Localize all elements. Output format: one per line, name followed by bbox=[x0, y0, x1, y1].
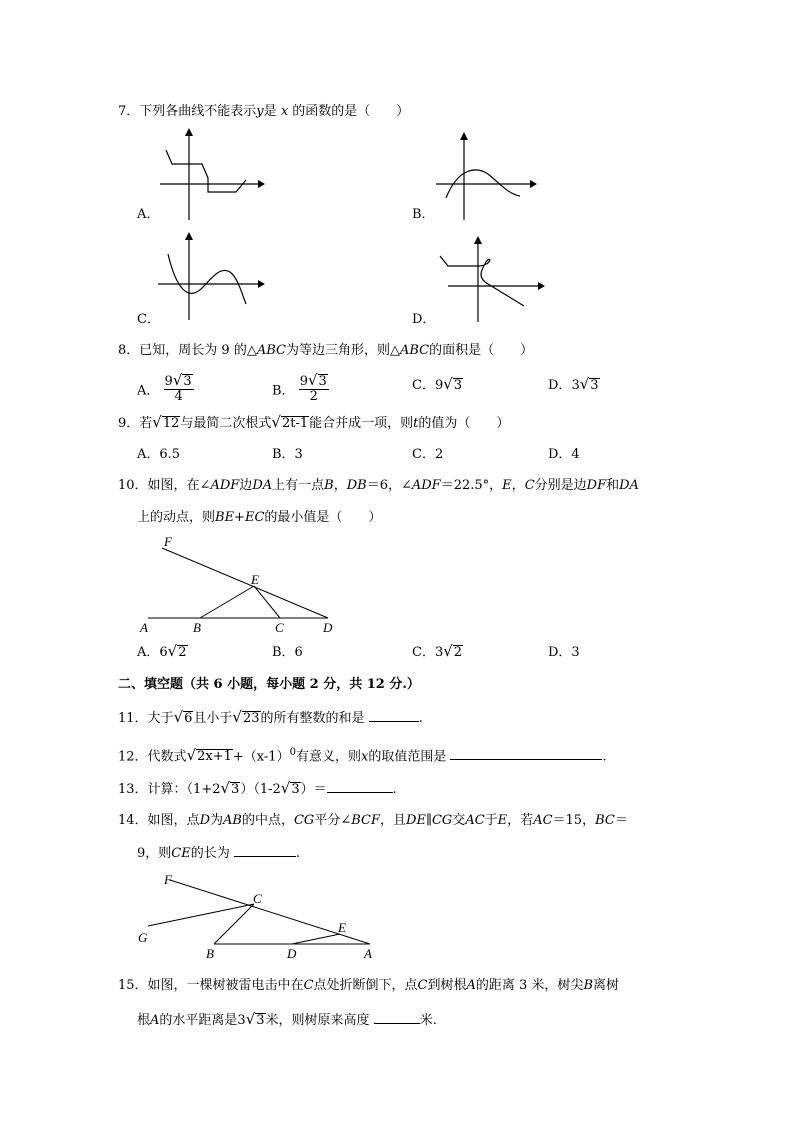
q10-label-d: D bbox=[323, 620, 333, 635]
q9-option-a: A．6.5 bbox=[137, 447, 181, 462]
q11-answer-blank[interactable] bbox=[369, 709, 419, 722]
q14-figure bbox=[132, 866, 382, 964]
q14-label-d: D bbox=[287, 946, 297, 961]
q7-graph-d bbox=[434, 236, 552, 328]
q9-stem: 9．若√12与最简二次根式√2t-1能合并成一项，则t的值为（ ） bbox=[118, 413, 510, 431]
q9-option-b: B．3 bbox=[272, 447, 303, 462]
q13-answer-blank[interactable] bbox=[327, 780, 393, 793]
q9-option-d: D．4 bbox=[548, 447, 580, 462]
q10-option-b: B．6 bbox=[272, 645, 303, 660]
q14-label-f: F bbox=[164, 872, 172, 887]
q8-option-b: B． $\frac{9√3}{2}$ bbox=[272, 371, 327, 404]
q14-label-g: G bbox=[138, 930, 148, 945]
q15-stem-line2: 根A的水平距离是3√3米，则树原来高度 米. bbox=[137, 1010, 437, 1028]
q11-stem: 11．大于√6且小于√23的所有整数的和是 . bbox=[118, 708, 423, 726]
q10-label-c: C bbox=[275, 620, 284, 635]
q10-figure bbox=[130, 530, 350, 640]
q9-option-c: C．2 bbox=[412, 447, 444, 462]
q12-stem: 12．代数式$√2x+1+(x-1)^0$有意义，则x的取值范围是 . bbox=[118, 746, 607, 765]
q7-option-d: D． bbox=[412, 312, 436, 327]
q14-answer-blank[interactable] bbox=[234, 844, 296, 857]
q14-stem-line1: 14．如图，点D为AB的中点，CG平分∠BCF，且DE∥CG交AC于E，若AC＝15，BC＝ bbox=[118, 813, 628, 828]
q7-stem: 7．下列各曲线不能表示y是 x 的函数的是（ ） bbox=[118, 104, 410, 119]
q7-graph-c bbox=[150, 232, 270, 324]
q7-graph-b bbox=[432, 132, 542, 224]
q7-graph-a bbox=[150, 128, 270, 224]
q14-label-a: A bbox=[364, 946, 372, 961]
q10-option-d: D．3 bbox=[548, 645, 580, 660]
section-2-heading: 二、填空题（共 6 小题，每小题 2 分，共 12 分.） bbox=[118, 677, 420, 692]
q10-label-a: A bbox=[140, 620, 148, 635]
q8-stem: 8．已知，周长为 9 的△ABC为等边三角形，则△ABC的面积是（ ） bbox=[118, 343, 534, 358]
q10-stem-line2: 上的动点，则BE+EC的最小值是（ ） bbox=[137, 510, 382, 525]
q14-label-e: E bbox=[338, 920, 346, 935]
q8-option-d: D．3√3 bbox=[548, 375, 599, 393]
q14-label-b: B bbox=[206, 946, 214, 961]
q8-option-c: C．9√3 bbox=[412, 375, 463, 393]
q14-label-c: C bbox=[253, 891, 262, 906]
q10-option-a: A．6√2 bbox=[137, 642, 187, 660]
q7-option-c: C． bbox=[137, 312, 160, 327]
q10-stem-line1: 10．如图，在∠ADF边DA上有一点B，DB＝6，∠ADF＝22.5°，E，C分别是边DF和DA bbox=[118, 478, 639, 493]
q10-label-f: F bbox=[164, 534, 172, 549]
q15-stem-line1: 15．如图，一棵树被雷电击中在C点处折断倒下，点C到树根A的距离 3 米，树尖B离树 bbox=[118, 978, 620, 993]
q13-stem: 13．计算：（1+2√3）（1-2√3）＝ . bbox=[118, 779, 397, 797]
q8-option-a: A． $\frac{9√3}{4}$ bbox=[137, 371, 192, 404]
q14-stem-line2: 9，则CE的长为 . bbox=[137, 846, 301, 861]
q7-option-b: B． bbox=[412, 207, 435, 222]
q12-answer-blank[interactable] bbox=[450, 747, 602, 760]
q15-answer-blank[interactable] bbox=[374, 1011, 420, 1024]
q10-label-e: E bbox=[251, 572, 259, 587]
q10-label-b: B bbox=[193, 620, 201, 635]
q10-option-c: C．3√2 bbox=[412, 642, 463, 660]
q7-option-a: A． bbox=[137, 207, 160, 222]
